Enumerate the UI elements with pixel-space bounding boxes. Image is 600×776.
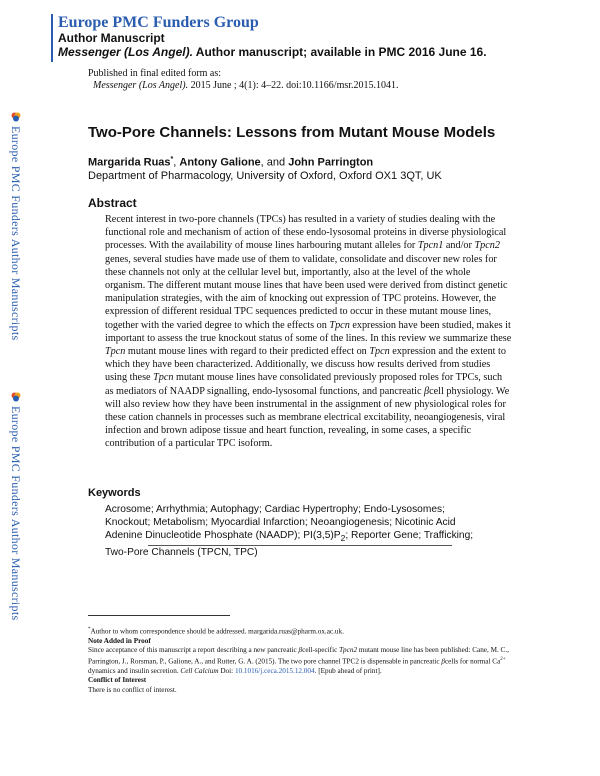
- gene-name: Tpcn: [153, 372, 174, 384]
- keywords-divider: [148, 545, 452, 546]
- author-list: [88, 156, 373, 169]
- abstract-part: mutant mouse lines have consolidated previously proposed roles for TPCs, such as mediators of NAADP signalling, endo-lysosomal functions, and pancreatic: [105, 372, 503, 397]
- note-part: cells for normal Ca: [444, 657, 501, 666]
- keywords-heading: Keywords: [88, 487, 141, 499]
- citation-journal: Messenger (Los Angel).: [58, 45, 193, 59]
- side-label-top: Europe PMC Funders Author Manuscripts: [9, 126, 23, 341]
- published-journal: Messenger (Los Angel).: [93, 80, 189, 91]
- author-separator: , and: [260, 156, 289, 169]
- footnote-divider: [88, 615, 230, 616]
- manuscript-label: Author Manuscript: [58, 31, 165, 45]
- note-heading-text: Note Added in Proof: [88, 636, 151, 645]
- gene-name: Tpcn: [369, 346, 390, 358]
- beta-symbol: β: [298, 645, 303, 654]
- note-heading: [88, 637, 518, 646]
- abstract-heading: Abstract: [88, 196, 137, 210]
- superscript: 2+: [500, 657, 506, 663]
- note-part: mutant mouse line has been published: Cane, M. C., Parrington, J., Rorsman, P., Galione, A., and Rutter, G. A. (2015). The two pore channel TPC2 is dispensable in pancreatic: [88, 645, 509, 666]
- keywords-part: Acrosome; Arrhythmia; Autophagy; Cardiac Hypertrophy; Endo-Lysosomes; Knockout; Metabolism; Myocardial Infarction; Neoangiogenesis; Nicotinic Acid Adenine Dinucleotide Phosphate (NAADP); PI(3,5)P: [105, 504, 456, 542]
- article-title: Two-Pore Channels: Lessons from Mutant Mouse Models: [88, 124, 496, 141]
- beta-symbol: β: [424, 385, 430, 397]
- note-text: [88, 646, 518, 676]
- abstract-part: expression have been studied, makes it important to assess the true knockout status of some of the lines. In this review we summarize these: [105, 319, 512, 344]
- note-part: Doi:: [218, 666, 235, 675]
- keywords-part: ; Reporter Gene; Trafficking; Two-Pore Channels (TPCN, TPC): [105, 530, 474, 558]
- gene-name: Tpcn2: [474, 240, 500, 252]
- beta-symbol: β: [441, 657, 445, 666]
- abstract-part: cell physiology. We will also review how they have been instrumental in the assignment of new physiological roles for these cation channels in processes such as membrane electrical excitability, neoangiogenesis, viral infection and brown adipose tissue and heart function, revealing, in some cases, a specific contribution of a particular TPC isoform.: [105, 385, 510, 450]
- note-part: Since acceptance of this manuscript a report describing a new pancreatic: [88, 645, 299, 654]
- note-part: . [Epub ahead of print].: [314, 666, 382, 675]
- correspondence-note: [88, 625, 518, 637]
- gene-name: Tpcn1: [417, 240, 444, 252]
- published-citation: [88, 80, 399, 92]
- author-parrington: John Parrington: [288, 156, 374, 169]
- published-details: 2015 June ; 4(1): 4–22. doi:10.1166/msr.2015.1041.: [188, 80, 399, 91]
- author-galione: Antony Galione: [179, 156, 261, 169]
- author-separator: ,: [173, 156, 180, 169]
- published-label: Published in final edited form as:: [88, 68, 222, 79]
- coi-heading-text: Conflict of Interest: [88, 676, 147, 685]
- coi-text: There is no conflict of interest.: [88, 685, 177, 694]
- affiliation: Department of Pharmacology, University of Oxford, Oxford OX1 3QT, UK: [88, 170, 442, 182]
- side-label-bottom: Europe PMC Funders Author Manuscripts: [9, 406, 23, 621]
- header-accent-line: [51, 14, 53, 62]
- abstract-part: mutant mouse lines with regard to their predicted effect on: [125, 346, 370, 358]
- published-info: [88, 68, 399, 92]
- note-part: cell-specific: [302, 645, 340, 654]
- funders-group-title: Europe PMC Funders Group: [58, 14, 259, 31]
- europe-pmc-logo-icon: [11, 112, 21, 122]
- abstract-part: expression and the extent to which they have been characterized. Additionally, we discuss how results derived from studies using these: [105, 346, 506, 384]
- keywords-subscript: 2: [340, 533, 346, 544]
- abstract-part: genes, several studies have made use of them to validate, consolidate and discover new roles for these channels not only at the cellular level but, importantly, also at the level of the whole organism. The different mutant mouse lines that have been used were derived from distinct genetic manipulation strategies, with the aim of knocking out expression of TPC proteins. However, the expression of different residual TPC sequences predicted to occur in these mutant mouse lines, together with the varied degree to which the effects on: [105, 253, 508, 331]
- abstract-part: Recent interest in two-pore channels (TPCs) has resulted in a variety of studies dealing with the functional role and mechanism of action of these endo-lysosomal proteins in diverse physiological processes. With the availability of mouse lines harbouring mutant alleles for: [105, 214, 507, 252]
- correspondence-text: Author to whom correspondence should be addressed. margarida.ruas@pharm.ox.ac.uk.: [90, 627, 344, 636]
- author-ruas: Margarida Ruas: [88, 156, 171, 169]
- gene-name: Tpcn2: [339, 645, 358, 654]
- note-journal: Cell Calcium: [180, 666, 219, 675]
- gene-name: Tpcn: [329, 319, 350, 331]
- note-part: dynamics and insulin secretion.: [88, 666, 181, 675]
- abstract-part: and/or: [443, 240, 475, 252]
- abstract-text: [105, 213, 512, 451]
- gene-name: Tpcn: [105, 346, 126, 358]
- citation-line: [58, 45, 487, 59]
- corresponding-mark: *: [170, 156, 174, 163]
- footnotes: [88, 625, 518, 695]
- europe-pmc-logo-icon: [11, 392, 21, 402]
- doi-link[interactable]: 10.1016/j.ceca.2015.12.004: [234, 666, 315, 675]
- citation-rest: Author manuscript; available in PMC 2016 June 16.: [192, 45, 487, 59]
- corresponding-mark: *: [88, 627, 91, 632]
- coi-heading: [88, 676, 518, 685]
- keywords-list: [105, 503, 475, 559]
